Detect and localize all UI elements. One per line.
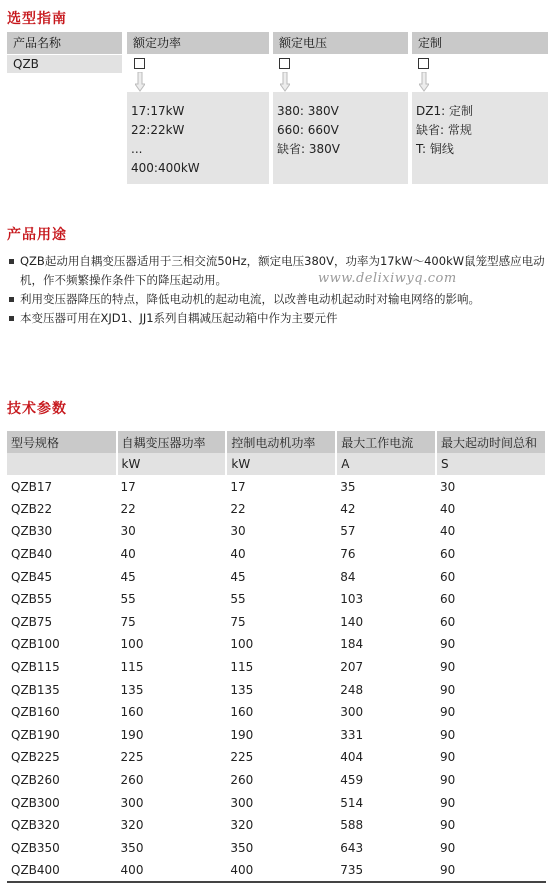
table-cell: 320 — [230, 818, 254, 833]
table-cell: 60 — [440, 614, 456, 629]
table-cell: 42 — [340, 501, 356, 516]
header-rated-power: 额定功率 — [127, 32, 269, 54]
table-row — [7, 678, 546, 701]
usage-title: 产品用途 — [7, 227, 67, 243]
header-rated-voltage: 额定电压 — [273, 32, 408, 54]
table-row — [7, 837, 546, 860]
table-cell: QZB160 — [11, 705, 60, 720]
table-cell: 207 — [340, 660, 364, 675]
table-cell: QZB75 — [11, 614, 53, 629]
table-cell: 400 — [226, 859, 336, 882]
table-cell: QZB225 — [11, 750, 60, 765]
voltage-option: 660: 660V — [277, 123, 339, 137]
down-arrow-icon — [280, 72, 290, 92]
table-cell: 320 — [120, 818, 144, 833]
table-cell: 40 — [120, 547, 136, 562]
usage-item: 本变压器可用在XJD1、JJ1系列自耦减压起动箱中作为主要元件 — [8, 309, 550, 328]
voltage-option: 缺省: 380V — [277, 142, 340, 156]
table-cell: 55 — [230, 592, 246, 607]
table-cell: 514 — [340, 795, 364, 810]
table-row — [7, 498, 546, 521]
table-row — [7, 543, 546, 566]
custom-options-card — [412, 92, 548, 184]
table-cell: 248 — [340, 682, 364, 697]
table-cell: 350 — [230, 840, 254, 855]
table-cell: 350 — [120, 840, 144, 855]
table-cell: 100 — [120, 637, 144, 652]
table-cell: 84 — [340, 569, 356, 584]
table-cell: QZB22 — [11, 501, 53, 516]
down-arrow-icon — [135, 72, 145, 92]
table-cell: 160 — [230, 705, 254, 720]
table-row — [7, 791, 546, 814]
table-cell: 90 — [440, 773, 456, 788]
table-row — [7, 746, 546, 769]
table-row — [7, 814, 546, 837]
table-cell: 100 — [230, 637, 254, 652]
table-cell: 459 — [340, 773, 364, 788]
table-cell: 90 — [440, 705, 456, 720]
table-cell: 75 — [120, 614, 136, 629]
table-cell: 17 — [120, 479, 136, 494]
table-cell: 57 — [340, 524, 356, 539]
voltage-code-box — [279, 58, 290, 69]
table-cell: 17 — [230, 479, 246, 494]
usage-item: 利用变压器降压的特点，降低电动机的起动电流，以改善电动机起动时对输电网络的影响。 — [8, 290, 550, 309]
table-cell: 40 — [230, 547, 246, 562]
column-header: 最大起动时间总和 — [436, 431, 546, 453]
usage-list — [8, 252, 550, 328]
selection-title: 选型指南 — [7, 11, 67, 27]
power-option: 400:400kW — [131, 161, 200, 175]
table-cell: QZB300 — [11, 795, 60, 810]
column-header: 自耦变压器功率 — [117, 431, 227, 453]
table-cell: QZB320 — [11, 818, 60, 833]
usage-item: QZB起动用自耦变压器适用于三相交流50Hz，额定电压380V，功率为17kW～400kW鼠笼型感应电动机，作不频繁操作条件下的降压起动用。 — [8, 252, 550, 290]
power-option: 22:22kW — [131, 123, 185, 137]
table-row — [7, 633, 546, 656]
header-custom: 定制 — [412, 32, 548, 54]
table-cell: 225 — [230, 750, 254, 765]
custom-option: DZ1: 定制 — [416, 104, 473, 118]
table-cell: 135 — [230, 682, 254, 697]
table-cell: 90 — [440, 637, 456, 652]
table-cell: 588 — [340, 818, 364, 833]
table-cell: 735 — [336, 859, 436, 882]
unit-cell: S — [436, 453, 546, 475]
product-name-value: QZB — [7, 55, 122, 73]
unit-cell: kW — [226, 453, 336, 475]
table-cell: 90 — [440, 727, 456, 742]
table-cell: QZB260 — [11, 773, 60, 788]
table-cell: 35 — [340, 479, 356, 494]
table-cell: 135 — [120, 682, 144, 697]
table-cell: 190 — [230, 727, 254, 742]
table-cell: 60 — [440, 547, 456, 562]
units-row — [7, 453, 546, 475]
table-cell: 404 — [340, 750, 364, 765]
table-cell: 75 — [230, 614, 246, 629]
power-options-card — [127, 92, 269, 184]
table-cell: QZB55 — [11, 592, 53, 607]
table-cell: 55 — [120, 592, 136, 607]
table-cell: QZB30 — [11, 524, 53, 539]
table-cell: 60 — [440, 569, 456, 584]
table-cell: 76 — [340, 547, 356, 562]
column-header: 型号规格 — [7, 431, 117, 453]
custom-option: T: 铜线 — [416, 142, 454, 156]
power-option: 17:17kW — [131, 104, 185, 118]
table-cell: 300 — [340, 705, 364, 720]
column-header: 最大工作电流 — [336, 431, 436, 453]
table-cell: QZB135 — [11, 682, 60, 697]
tech-table — [7, 431, 547, 883]
table-cell: 400 — [117, 859, 227, 882]
table-row — [7, 520, 546, 543]
table-cell: 160 — [120, 705, 144, 720]
table-cell: QZB40 — [11, 547, 53, 562]
table-cell: QZB100 — [11, 637, 60, 652]
table-cell: QZB400 — [7, 859, 117, 882]
down-arrow-icon — [419, 72, 429, 92]
table-cell: 115 — [120, 660, 144, 675]
watermark: www.delixiwyq.com — [318, 271, 457, 286]
table-cell: 260 — [120, 773, 144, 788]
table-cell: 643 — [340, 840, 364, 855]
table-row — [7, 475, 546, 498]
table-cell: 300 — [120, 795, 144, 810]
power-code-box — [134, 58, 145, 69]
table-row — [7, 769, 546, 792]
table-cell: 331 — [340, 727, 364, 742]
table-cell: 40 — [440, 524, 456, 539]
table-cell: QZB115 — [11, 660, 60, 675]
table-cell: 90 — [440, 750, 456, 765]
table-cell: QZB350 — [11, 840, 60, 855]
unit-cell: A — [336, 453, 436, 475]
table-cell: 90 — [440, 840, 456, 855]
table-cell: 90 — [440, 660, 456, 675]
table-cell: 140 — [340, 614, 364, 629]
table-cell: 30 — [120, 524, 136, 539]
table-cell: QZB190 — [11, 727, 60, 742]
table-cell: 90 — [440, 795, 456, 810]
table-cell: 22 — [230, 501, 246, 516]
table-cell: 60 — [440, 592, 456, 607]
table-cell: 45 — [230, 569, 246, 584]
table-cell: 90 — [440, 818, 456, 833]
table-row — [7, 588, 546, 611]
voltage-option: 380: 380V — [277, 104, 339, 118]
table-cell: 30 — [230, 524, 246, 539]
table-row — [7, 701, 546, 724]
table-cell: 30 — [440, 479, 456, 494]
table-header-row — [7, 431, 546, 453]
tech-title: 技术参数 — [7, 401, 67, 417]
custom-code-box — [418, 58, 429, 69]
table-cell: QZB45 — [11, 569, 53, 584]
table-cell: 184 — [340, 637, 364, 652]
table-row — [7, 565, 546, 588]
custom-option: 缺省: 常规 — [416, 123, 472, 137]
power-option: ... — [131, 142, 143, 156]
table-cell: 90 — [436, 859, 546, 882]
unit-cell — [7, 453, 117, 475]
table-cell: 40 — [440, 501, 456, 516]
table-cell: QZB17 — [11, 479, 53, 494]
table-cell: 90 — [440, 682, 456, 697]
table-row — [7, 611, 546, 634]
table-row — [7, 724, 546, 747]
voltage-options-card — [273, 92, 408, 184]
table-cell: 225 — [120, 750, 144, 765]
header-product-name: 产品名称 — [7, 32, 122, 54]
table-cell: 300 — [230, 795, 254, 810]
column-header: 控制电动机功率 — [226, 431, 336, 453]
table-cell: 190 — [120, 727, 144, 742]
unit-cell: kW — [117, 453, 227, 475]
table-row — [7, 656, 546, 679]
table-cell: 260 — [230, 773, 254, 788]
table-row — [7, 859, 546, 882]
table-cell: 115 — [230, 660, 254, 675]
table-cell: 45 — [120, 569, 136, 584]
table-cell: 103 — [340, 592, 364, 607]
table-cell: 22 — [120, 501, 136, 516]
